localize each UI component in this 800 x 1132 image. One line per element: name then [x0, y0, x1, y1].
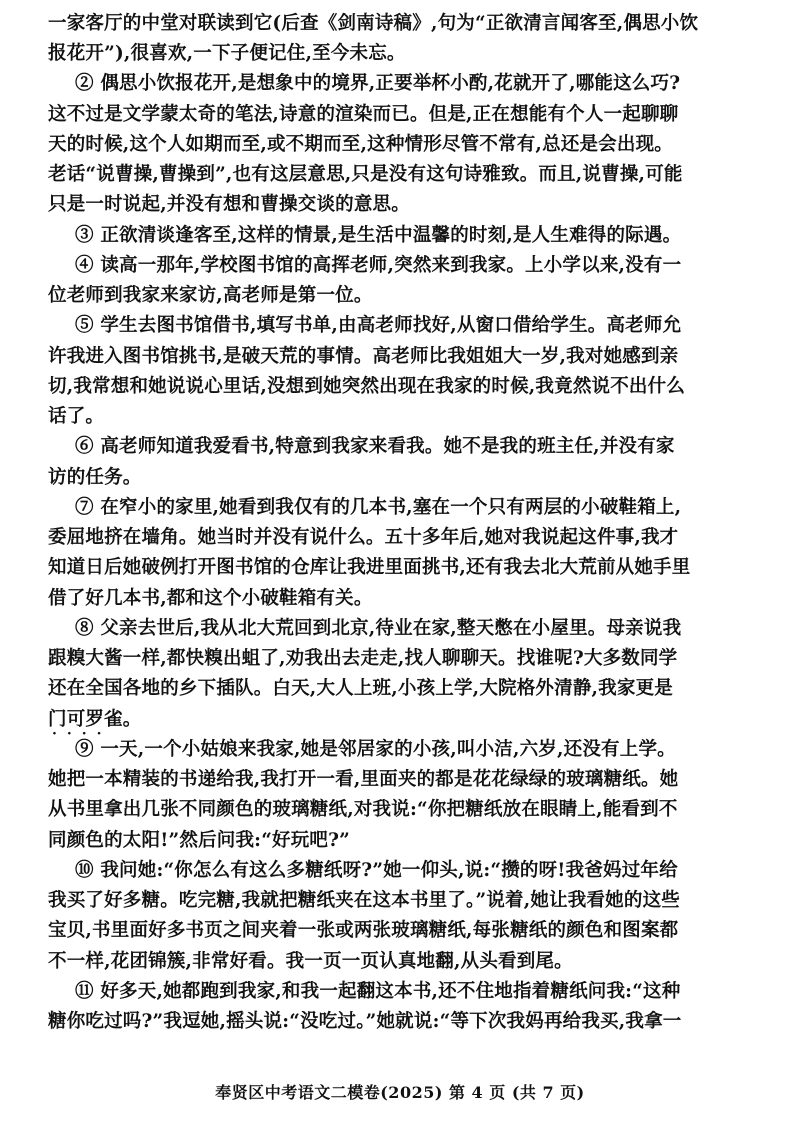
text-line: 老话“说曹操,曹操到”,也有这层意思,只是没有这句诗雅致。而且,说曹操,可能 — [48, 164, 683, 186]
paragraph-2-line: ② 偶思小饮报花开,是想象中的境界,正要举杯小酌,花就开了,哪能这么巧? — [75, 73, 681, 95]
text-line: 知道日后她破例打开图书馆的仓库让我进里面挑书,还有我去北大荒前从她手里 — [48, 557, 691, 579]
text-line: 借了好几本书,都和这个小破鞋箱有关。 — [48, 587, 373, 609]
text-line: 糖你吃过吗?”我逗她,摇头说:“没吃过。”她就说:“等下次我妈再给我买,我拿一 — [48, 1011, 682, 1032]
page-footer: 奉贤区中考语文二模卷(2025) 第 4 页 (共 7 页) — [215, 1083, 585, 1102]
paragraph-11-line: ⑪ 好多天,她都跑到我家,和我一起翻这本书,还不住地指着糖纸问我:“这种 — [75, 980, 681, 1002]
text-line: 跟糗大酱一样,都快糗出蛆了,劝我出去走走,找人聊聊天。找谁呢?大多数同学 — [48, 648, 678, 670]
emphasis-dots: ···· — [52, 725, 112, 742]
text-line: 只是一时说起,并没有想和曹操交谈的意思。 — [48, 194, 410, 216]
text-line: 从书里拿出几张不同颜色的玻璃糖纸,对我说:“你把糖纸放在眼睛上,能看到不 — [48, 799, 678, 821]
text-line: 不一样,花团锦簇,非常好看。我一页一页认真地翻,从头看到尾。 — [48, 950, 573, 972]
text-line: 话了。 — [48, 406, 105, 428]
paragraph-10-line: ⑩ 我问她:“你怎么有这么多糖纸呀?”她一仰头,说:“攒的呀!我爸妈过年给 — [75, 859, 678, 881]
paragraph-4-line: ④ 读高一那年,学校图书馆的高挥老师,突然来到我家。上小学以来,没有一 — [75, 254, 682, 276]
text-line: 她把一本精装的书递给我,我打开一看,里面夹的都是花花绿绿的玻璃糖纸。她 — [48, 769, 679, 791]
text-line: 我买了好多糖。吃完糖,我就把糖纸夹在这本书里了。”说着,她让我看她的这些 — [48, 890, 680, 912]
text-line: 位老师到我家来家访,高老师是第一位。 — [48, 285, 373, 307]
text-line: 许我进入图书馆挑书,是破天荒的事情。高老师比我姐姐大一岁,我对她感到亲 — [48, 345, 679, 367]
text-line: 报花开”),很喜欢,一下子便记住,至今未忘。 — [48, 43, 406, 65]
paragraph-9-line: ⑨ 一天,一个小姑娘来我家,她是邻居家的小孩,叫小洁,六岁,还没有上学。 — [75, 738, 676, 760]
text-line: 门可罗雀。 — [48, 708, 142, 730]
text-line: 还在全国各地的乡下插队。白天,大人上班,小孩上学,大院格外清静,我家更是 — [48, 678, 673, 700]
text-line: 宝贝,书里面好多书页之间夹着一张或两张玻璃糖纸,每张糖纸的颜色和图案都 — [48, 920, 679, 942]
paragraph-7-line: ⑦ 在窄小的家里,她看到我仅有的几本书,塞在一个只有两层的小破鞋箱上, — [75, 496, 682, 518]
text-line: 访的任务。 — [48, 466, 142, 488]
text-line: 这不过是文学蒙太奇的笔法,诗意的渲染而已。但是,正在想能有个人一起聊聊 — [48, 103, 679, 125]
paragraph-8-line: ⑧ 父亲去世后,我从北大荒回到北京,待业在家,整天憋在小屋里。母亲说我 — [75, 617, 682, 639]
paragraph-3-line: ③ 正欲清谈逢客至,这样的情景,是生活中温馨的时刻,是人生难得的际遇。 — [75, 224, 682, 246]
paragraph-5-line: ⑤ 学生去图书馆借书,填写书单,由高老师找好,从窗口借给学生。高老师允 — [75, 315, 682, 337]
text-line: 同颜色的太阳!”然后问我:“好玩吧?” — [48, 829, 351, 851]
paragraph-6-line: ⑥ 高老师知道我爱看书,特意到我家来看我。她不是我的班主任,并没有家 — [75, 436, 675, 458]
text-line: 委屈地挤在墙角。她当时并没有说什么。五十多年后,她对我说起这件事,我才 — [48, 527, 679, 549]
text-line: 一家客厅的中堂对联读到它(后查《剑南诗稿》,句为“正欲清言闻客至,偶思小饮 — [48, 13, 699, 34]
text-line: 天的时候,这个人如期而至,或不期而至,这种情形尽管不常有,总还是会出现。 — [48, 133, 673, 155]
text-line: 切,我常想和她说说心里话,没想到她突然出现在我家的时候,我竟然说不出什么 — [48, 375, 686, 397]
